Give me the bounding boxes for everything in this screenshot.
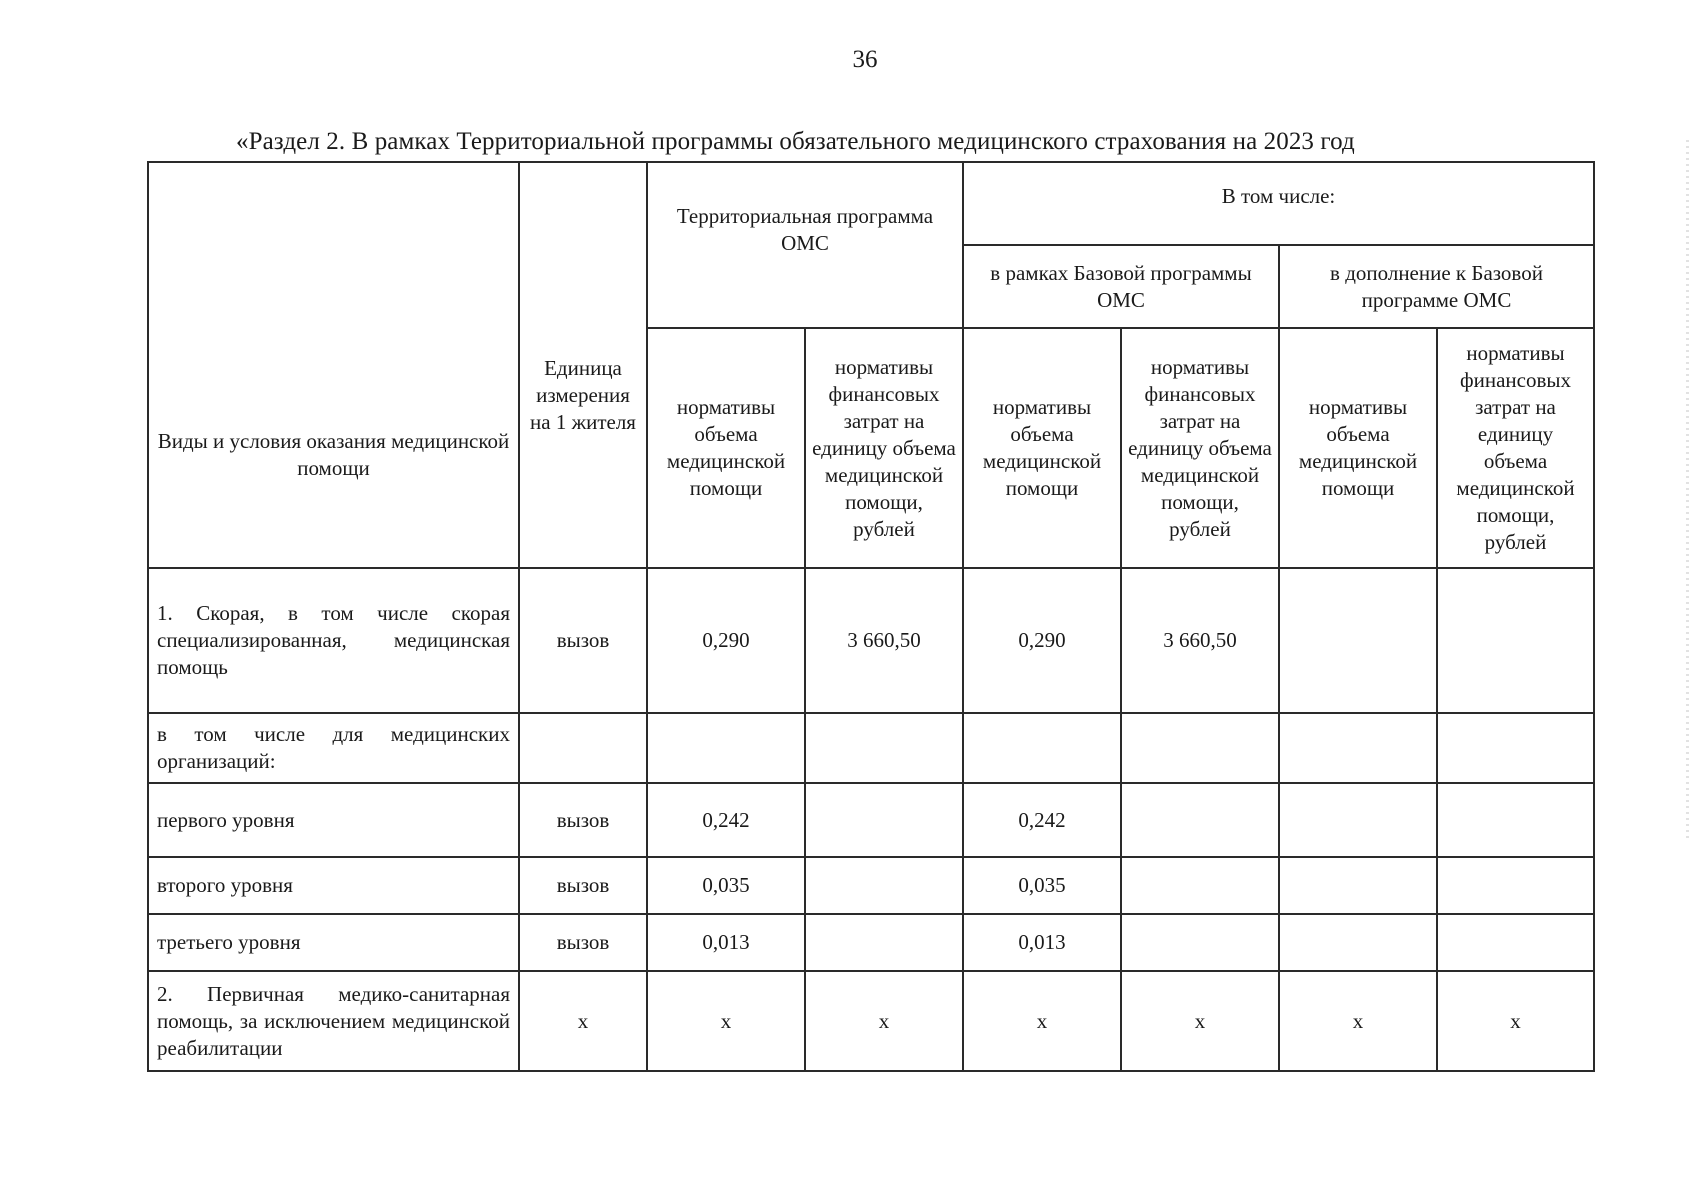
header-territorial: Территориальная программа ОМС	[647, 162, 963, 328]
header-addition: в дополнение к Базовой программе ОМС	[1279, 245, 1594, 328]
row-label: первого уровня	[148, 783, 519, 857]
row-label: второго уровня	[148, 857, 519, 914]
table-row	[148, 568, 1594, 713]
row-terr-cost	[805, 783, 963, 857]
table-row	[148, 914, 1594, 971]
row-add-volume: х	[1279, 971, 1437, 1071]
row-base-cost: 3 660,50	[1121, 568, 1279, 713]
page-number: 36	[852, 46, 878, 73]
row-label: третьего уровня	[148, 914, 519, 971]
row-label: в том числе для медицинских организаций:	[148, 713, 519, 783]
row-add-cost	[1437, 783, 1594, 857]
row-unit: вызов	[519, 568, 647, 713]
row-base-cost	[1121, 713, 1279, 783]
table-row	[148, 713, 1594, 783]
row-add-volume	[1279, 783, 1437, 857]
row-base-volume: 0,013	[963, 914, 1121, 971]
row-terr-volume	[647, 713, 805, 783]
row-base-cost	[1121, 914, 1279, 971]
row-add-cost	[1437, 713, 1594, 783]
row-base-volume: 0,242	[963, 783, 1121, 857]
table-row	[148, 783, 1594, 857]
row-terr-volume: 0,290	[647, 568, 805, 713]
row-add-volume	[1279, 914, 1437, 971]
header-including: В том числе:	[963, 162, 1594, 245]
row-base-cost: х	[1121, 971, 1279, 1071]
header-unit: Единица измерения на 1 жителя	[519, 162, 647, 568]
header-base-volume: нормативы объема медицинской помощи	[963, 328, 1121, 568]
header-terr-cost: нормативы финансовых затрат на единицу объема медицинской помощи, рублей	[805, 328, 963, 568]
row-add-cost: х	[1437, 971, 1594, 1071]
norms-table	[147, 161, 1595, 1072]
row-terr-cost	[805, 914, 963, 971]
row-add-volume	[1279, 857, 1437, 914]
header-terr-volume: нормативы объема медицинской помощи	[647, 328, 805, 568]
row-base-volume: 0,290	[963, 568, 1121, 713]
row-label: 1. Скорая, в том числе скорая специализированная, медицинская помощь	[148, 568, 519, 713]
header-base: в рамках Базовой программы ОМС	[963, 245, 1279, 328]
header-add-cost: нормативы финансовых затрат на единицу объема медицинской помощи, рублей	[1437, 328, 1594, 568]
row-terr-volume: 0,013	[647, 914, 805, 971]
header-add-volume: нормативы объема медицинской помощи	[1279, 328, 1437, 568]
row-add-cost	[1437, 857, 1594, 914]
row-terr-volume: х	[647, 971, 805, 1071]
row-unit: вызов	[519, 914, 647, 971]
row-terr-cost	[805, 713, 963, 783]
row-base-volume: х	[963, 971, 1121, 1071]
header-base-cost: нормативы финансовых затрат на единицу объема медицинской помощи, рублей	[1121, 328, 1279, 568]
row-add-volume	[1279, 568, 1437, 713]
row-base-cost	[1121, 857, 1279, 914]
header-types: Виды и условия оказания медицинской помощи	[148, 162, 519, 568]
row-unit: х	[519, 971, 647, 1071]
row-base-cost	[1121, 783, 1279, 857]
table-row	[148, 857, 1594, 914]
row-terr-cost	[805, 857, 963, 914]
row-label: 2. Первичная медико-санитарная помощь, за исключением медицинской реабилитации	[148, 971, 519, 1071]
row-base-volume	[963, 713, 1121, 783]
table-row	[148, 971, 1594, 1071]
scan-edge-artifact	[1686, 140, 1689, 840]
row-unit: вызов	[519, 857, 647, 914]
row-terr-cost: 3 660,50	[805, 568, 963, 713]
row-unit	[519, 713, 647, 783]
row-add-volume	[1279, 713, 1437, 783]
row-unit: вызов	[519, 783, 647, 857]
section-title: «Раздел 2. В рамках Территориальной программы обязательного медицинского страхования на 2023 год	[236, 128, 1355, 155]
row-terr-volume: 0,035	[647, 857, 805, 914]
row-add-cost	[1437, 914, 1594, 971]
row-terr-cost: х	[805, 971, 963, 1071]
row-add-cost	[1437, 568, 1594, 713]
row-base-volume: 0,035	[963, 857, 1121, 914]
row-terr-volume: 0,242	[647, 783, 805, 857]
